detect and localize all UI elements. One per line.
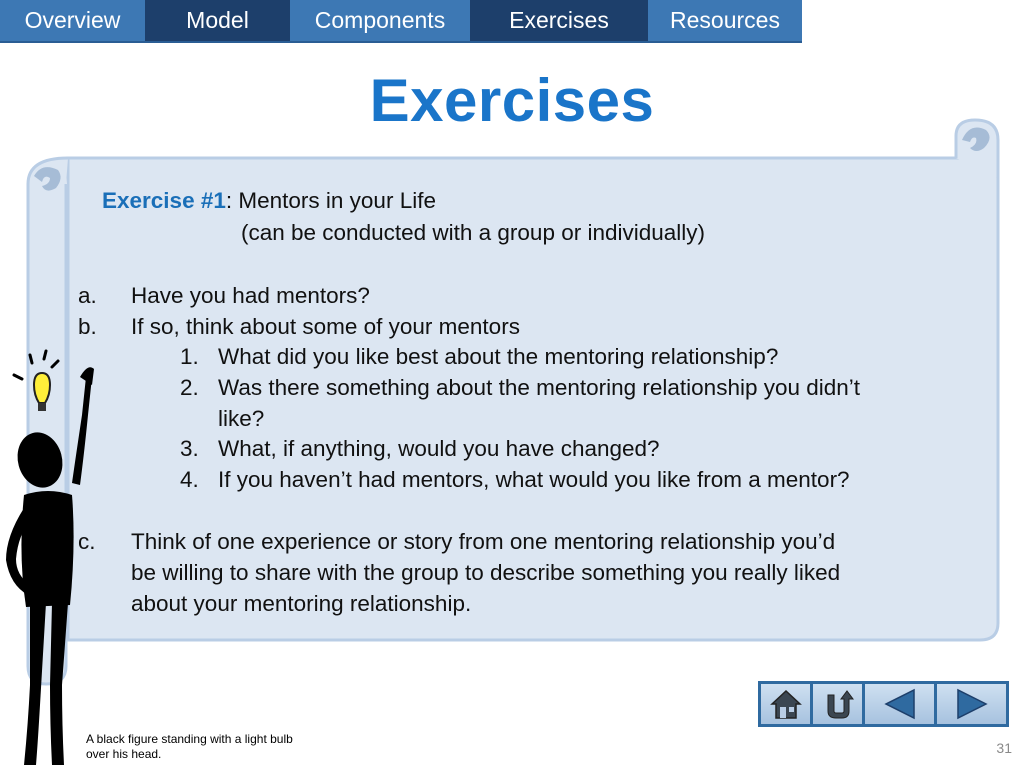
sublist-marker: 4. (180, 467, 199, 492)
return-icon (820, 687, 856, 721)
list-text-continued: about your mentoring relationship. (131, 591, 472, 616)
exercise-title: : Mentors in your Life (225, 188, 436, 213)
sublist-text: If you haven’t had mentors, what would you like from a mentor? (218, 467, 850, 492)
caption-line: A black figure standing with a light bulb (86, 732, 293, 746)
next-slide-button[interactable] (937, 684, 1006, 724)
sublist-text: Was there something about the mentoring relationship you didn’t (218, 375, 861, 400)
exercise-heading (102, 185, 436, 216)
list-marker: c. (78, 529, 96, 554)
exercise-subtitle: (can be conducted with a group or individually) (241, 220, 706, 245)
page-title: Exercises (369, 67, 655, 134)
exercise-label: Exercise #1 (102, 188, 226, 213)
lightbulb-icon (34, 373, 50, 411)
sublist-marker: 2. (180, 375, 199, 400)
top-nav-tabs (0, 0, 802, 41)
tab-exercises[interactable]: Exercises (470, 0, 648, 41)
sublist-text: What, if anything, would you have changed? (218, 436, 660, 461)
return-button[interactable] (813, 684, 862, 724)
figure-caption (86, 732, 326, 762)
tab-overview[interactable]: Overview (0, 0, 145, 41)
page-number: 31 (996, 740, 1012, 756)
list-text-continued: be willing to share with the group to describe something you really liked (131, 560, 841, 585)
sublist-text-continued: like? (218, 406, 265, 431)
next-icon (952, 687, 992, 721)
tab-components[interactable]: Components (290, 0, 470, 41)
tab-resources[interactable]: Resources (648, 0, 802, 41)
slide-nav-buttons (758, 681, 1009, 727)
previous-slide-button[interactable] (865, 684, 934, 724)
list-marker: a. (78, 283, 97, 308)
home-icon (768, 687, 804, 721)
previous-icon (880, 687, 920, 721)
sublist-marker: 1. (180, 344, 199, 369)
list-text: Think of one experience or story from one mentoring relationship you’d (131, 529, 836, 554)
list-text: Have you had mentors? (131, 283, 370, 308)
tabs-divider (0, 41, 802, 43)
figure-with-lightbulb-image (0, 345, 110, 768)
sublist-text: What did you like best about the mentoring relationship? (218, 344, 779, 369)
list-text: If so, think about some of your mentors (131, 314, 520, 339)
sublist-marker: 3. (180, 436, 199, 461)
home-button[interactable] (761, 684, 810, 724)
list-marker: b. (78, 314, 97, 339)
caption-line: over his head. (86, 747, 162, 761)
tab-model[interactable]: Model (145, 0, 290, 41)
